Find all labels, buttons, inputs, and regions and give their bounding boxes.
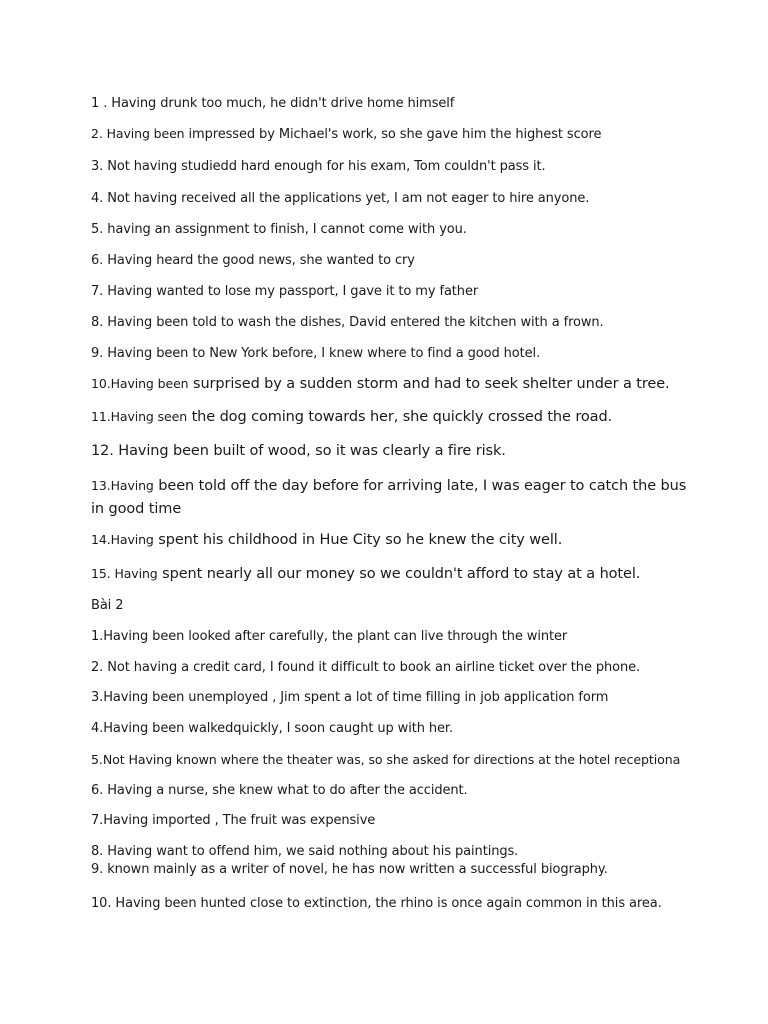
item-prefix: 10.Having been <box>91 376 189 391</box>
exercise-1-item-12 <box>91 441 506 461</box>
exercise-2-item-10: 10. Having been hunted close to extinction, the rhino is once again common in this area. <box>91 896 662 911</box>
item-prefix: 15. Having <box>91 566 158 581</box>
exercise-1-item-11 <box>91 407 612 427</box>
exercise-2-item-8: 8. Having want to offend him, we said nothing about his paintings. <box>91 844 519 859</box>
exercise-1-item-3 <box>91 157 546 175</box>
exercise-1-item-5 <box>91 220 467 238</box>
item-text: spent his childhood in Hue City so he knew the city well. <box>153 532 563 548</box>
item-text: been told off the day before for arriving late, I was eager to catch the bus in good time <box>91 478 687 517</box>
exercise-2-item-9: 9. known mainly as a writer of novel, he has now written a successful biography. <box>91 862 608 877</box>
item-prefix: 13.Having <box>91 478 154 493</box>
item-text: 5. having an assignment to finish, I cannot come with you. <box>91 222 467 237</box>
exercise-2-item-7: 7.Having imported , The fruit was expensive <box>91 813 376 828</box>
exercise-1-item-2 <box>91 125 601 143</box>
item-prefix: 11.Having seen <box>91 409 188 424</box>
exercise-1-item-6 <box>91 251 415 269</box>
item-prefix: 2. Having been <box>91 126 185 141</box>
exercise-2-item-2: 2. Not having a credit card, I found it difficult to book an airline ticket over the phone. <box>91 660 641 675</box>
exercise-1-item-14 <box>91 530 562 550</box>
exercise-2-item-5: 5.Not Having known where the theater was, so she asked for directions at the hotel receptiona <box>91 752 681 767</box>
exercise-2-item-6: 6. Having a nurse, she knew what to do after the accident. <box>91 783 468 798</box>
item-text: surprised by a sudden storm and had to seek shelter under a tree. <box>188 376 670 392</box>
exercise-2-item-1: 1.Having been looked after carefully, the plant can live through the winter <box>91 629 568 644</box>
item-text: 1 . Having drunk too much, he didn't drive home himself <box>91 96 455 111</box>
exercise-1-item-15 <box>91 564 640 584</box>
section-2-heading: Bài 2 <box>91 598 124 613</box>
item-text: 8. Having been told to wash the dishes, David entered the kitchen with a frown. <box>91 315 604 330</box>
item-text: impressed by Michael's work, so she gave him the highest score <box>184 127 602 142</box>
exercise-1-item-10 <box>91 374 670 394</box>
item-text: 3. Not having studiedd hard enough for his exam, Tom couldn't pass it. <box>91 159 546 174</box>
exercise-1-item-13 <box>91 474 691 521</box>
exercise-2-item-4: 4.Having been walkedquickly, I soon caught up with her. <box>91 721 454 736</box>
exercise-1-item-9 <box>91 344 540 362</box>
item-prefix: 14.Having <box>91 532 154 547</box>
exercise-1-item-8 <box>91 313 604 331</box>
item-text: spent nearly all our money so we couldn't afford to stay at a hotel. <box>157 566 641 582</box>
item-text: 7. Having wanted to lose my passport, I gave it to my father <box>91 284 479 299</box>
item-text: the dog coming towards her, she quickly crossed the road. <box>187 409 613 425</box>
item-text: 4. Not having received all the applications yet, I am not eager to hire anyone. <box>91 191 590 206</box>
exercise-1-item-4 <box>91 189 589 207</box>
item-text: 12. Having been built of wood, so it was clearly a fire risk. <box>91 443 506 459</box>
item-text: 6. Having heard the good news, she wanted to cry <box>91 253 415 268</box>
exercise-1-item-7 <box>91 282 478 300</box>
exercise-2-item-3: 3.Having been unemployed , Jim spent a lot of time filling in job application form <box>91 690 609 705</box>
exercise-1-item-1 <box>91 94 454 112</box>
item-text: 9. Having been to New York before, I knew where to find a good hotel. <box>91 346 541 361</box>
